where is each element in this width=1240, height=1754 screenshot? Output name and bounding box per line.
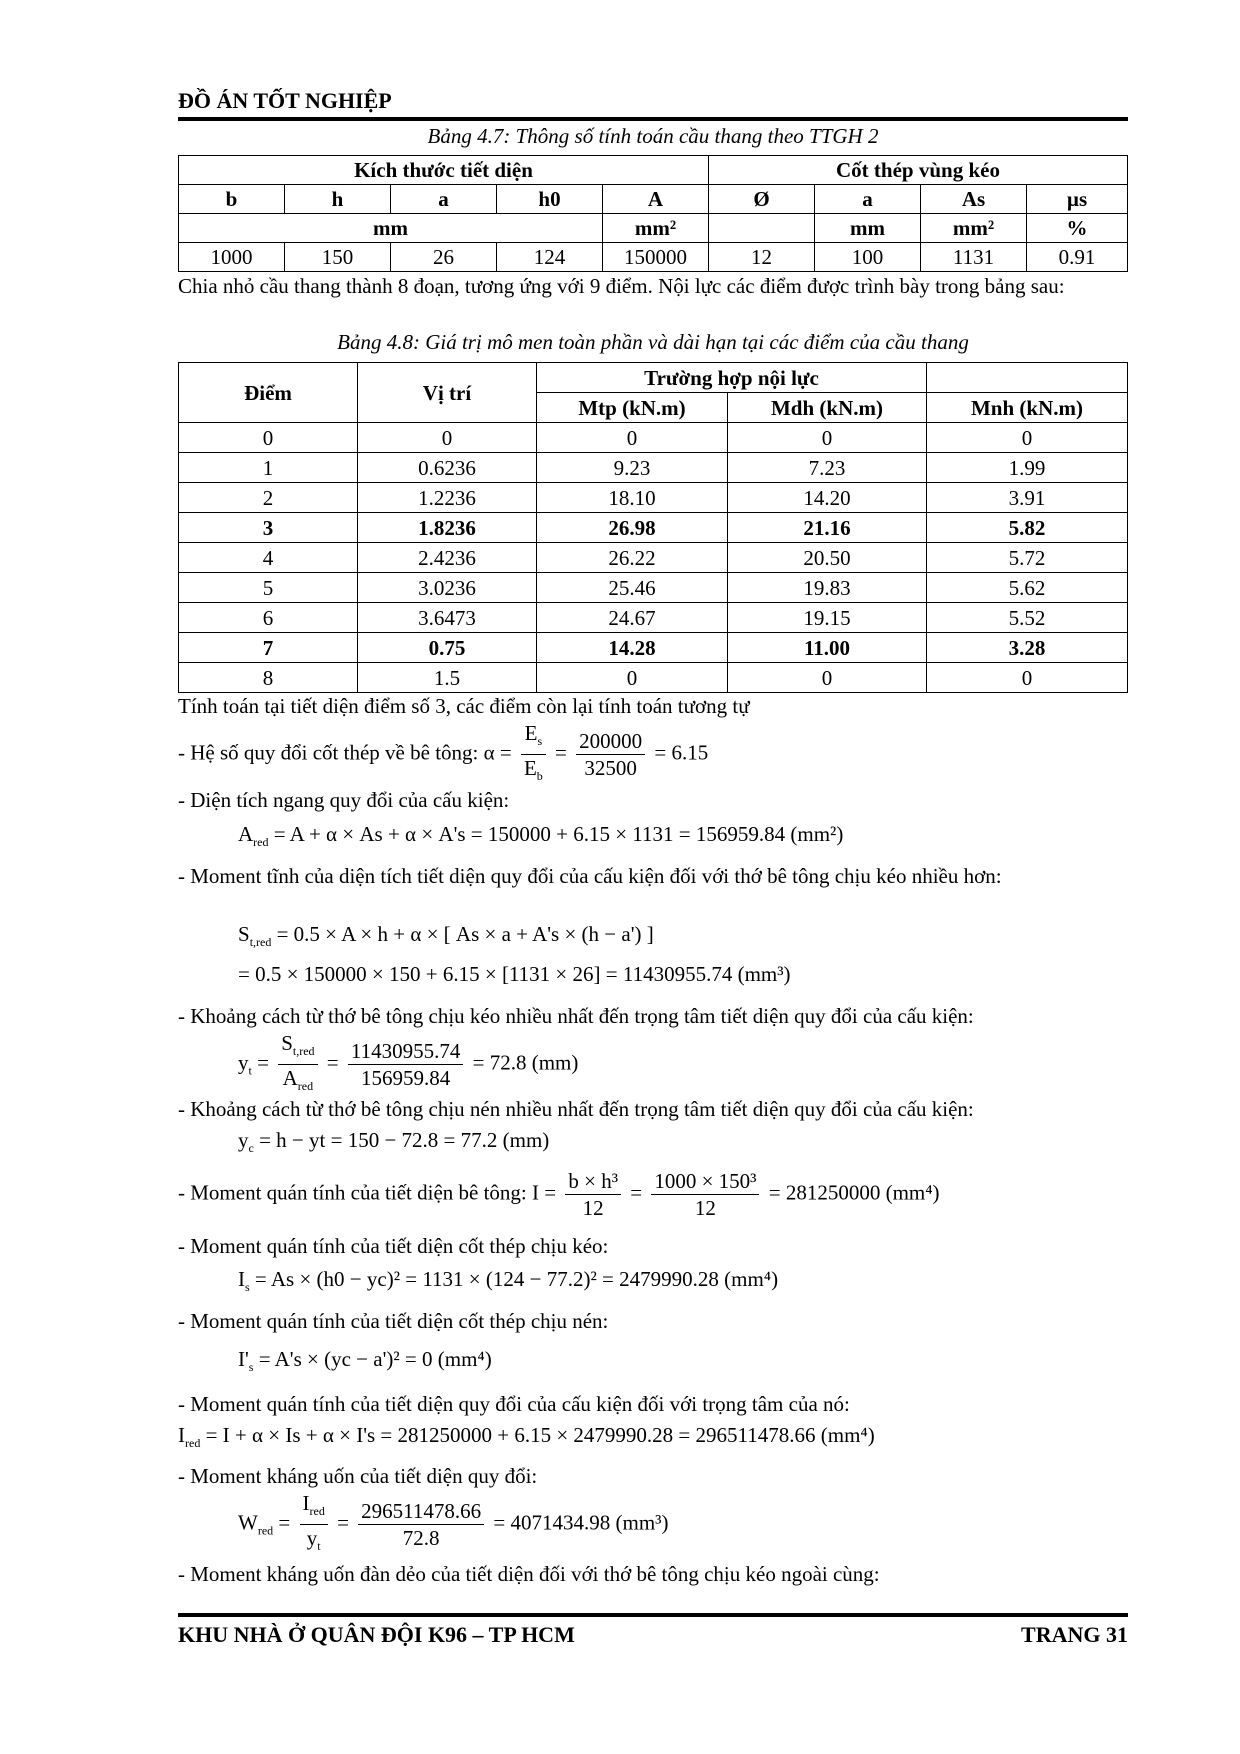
- document-header-title: ĐỒ ÁN TỐT NGHIỆP: [178, 88, 392, 113]
- t48-cell: 14.28: [537, 633, 728, 663]
- t47-value: 124: [497, 243, 603, 272]
- t48-cell: 26.22: [537, 543, 728, 573]
- wred-label: - Moment kháng uốn của tiết diện quy đổi:: [178, 1464, 538, 1488]
- eq-is2: $I'_s = A's \times (yc - a')^2 = 0$ (mm⁴): [238, 1347, 492, 1375]
- t48-cell: 0: [358, 423, 537, 453]
- eq-is: $I_s = As \times (h0 - yc)^2 = 1131 \times (124 - 77.2)^2 = 2479990.28$ (mm⁴): [238, 1267, 779, 1295]
- t47-group-rebar: Cốt thép vùng kéo: [709, 156, 1128, 185]
- eq-wred: $W_{red}$ = $\frac{I_{red}}{y_t}$ = $\frac{296511478.66}{72.8}$ = 4071434.98 (mm³): [238, 1490, 668, 1559]
- t48-cell: 21.16: [728, 513, 927, 543]
- t48-cell: 0.75: [358, 633, 537, 663]
- i-label: - Moment quán tính của tiết diện bê tông:: [178, 1180, 527, 1205]
- t48-cell: 4: [179, 543, 358, 573]
- yt-frac-symbol: $\frac{S_{t,red}}{A_{red}}$: [278, 1030, 317, 1099]
- ired-eq: = I + α × Is + α × I's = 281250000 + 6.15 × 2479990.28 = 296511478.66 (mm⁴): [205, 1423, 875, 1447]
- wred-value: = 4071434.98 (mm³): [493, 1510, 669, 1535]
- t48-cell: 26.98: [537, 513, 728, 543]
- eq-yt: $y_t$ = $\frac{S_{t,red}}{A_{red}}$ = $\frac{11430955.74}{156959.84}$ = 72.8 (mm): [238, 1030, 578, 1099]
- t47-col-h0: h0: [497, 185, 603, 214]
- table-4-8: [178, 362, 1128, 693]
- alpha-value: = 6.15: [654, 740, 709, 765]
- t48-cell: 24.67: [537, 603, 728, 633]
- t48-header-position: Vị trí: [358, 363, 537, 423]
- t48-cell: 0: [179, 423, 358, 453]
- t47-col-A: A: [603, 185, 709, 214]
- t48-cell: 3.0236: [358, 573, 537, 603]
- t48-cell: 19.83: [728, 573, 927, 603]
- sred-label: - Moment tĩnh của diện tích tiết diện quy đổi của cấu kiện đối với thớ bê tông chịu kéo nhiều hơn:: [178, 864, 1002, 888]
- t48-cell: 11.00: [728, 633, 927, 663]
- footer-project-name: KHU NHÀ Ở QUÂN ĐỘI K96 – TP HCM: [178, 1622, 575, 1647]
- calc-intro: Tính toán tại tiết diện điểm số 3, các điểm còn lại tính toán tương tự: [178, 694, 750, 718]
- is-label: - Moment quán tính của tiết diện cốt thép chịu kéo:: [178, 1234, 609, 1258]
- t47-col-a2: a: [815, 185, 921, 214]
- t48-cell: 0: [728, 423, 927, 453]
- t48-cell: 5.82: [927, 513, 1128, 543]
- t48-cell: 1.2236: [358, 483, 537, 513]
- t47-group-section: Kích thước tiết diện: [179, 156, 709, 185]
- eq-sred-2: [238, 962, 791, 987]
- t48-cell: 3: [179, 513, 358, 543]
- t48-cell: 0: [537, 423, 728, 453]
- t48-header-case: Trường hợp nội lực: [537, 363, 927, 393]
- t47-col-diameter: Ø: [709, 185, 815, 214]
- t48-cell: 1: [179, 453, 358, 483]
- t48-cell: 5.52: [927, 603, 1128, 633]
- t47-col-As: As: [921, 185, 1027, 214]
- t48-cell: 1.8236: [358, 513, 537, 543]
- table-4-7: [178, 155, 1128, 272]
- t48-cell: 0.6236: [358, 453, 537, 483]
- t48-cell: 5.62: [927, 573, 1128, 603]
- i-frac-value: $\frac{\text{1000 × 150³}}{12}$: [651, 1168, 759, 1221]
- paragraph-intro: Chia nhỏ cầu thang thành 8 đoạn, tương ứng với 9 điểm. Nội lực các điểm được trình bày trong bảng sau:: [178, 274, 1065, 298]
- t48-header-mdh: Mdh (kN.m): [728, 393, 927, 423]
- is2-label: - Moment quán tính của tiết diện cốt thép chịu nén:: [178, 1309, 609, 1333]
- t47-value: 12: [709, 243, 815, 272]
- eq-yc: $y_c = h$ − yt = 150 − 72.8 = 77.2 (mm): [238, 1128, 550, 1156]
- eq-alpha: - Hệ số quy đổi cốt thép về bê tông: α = $\frac{E_s}{E_b}$ = $\frac{200000}{32500}$ = 6.15: [178, 720, 708, 789]
- t48-cell: 0: [728, 663, 927, 693]
- is2-eq: = A's × (yc − a')² = 0 (mm⁴): [258, 1347, 492, 1371]
- t48-cell: 2: [179, 483, 358, 513]
- alpha-label: - Hệ số quy đổi cốt thép về bê tông:: [178, 740, 479, 765]
- t47-col-h: h: [285, 185, 391, 214]
- t48-cell: 7: [179, 633, 358, 663]
- t48-cell: 5: [179, 573, 358, 603]
- t48-cell: 9.23: [537, 453, 728, 483]
- footer-rule: [178, 1613, 1128, 1617]
- t48-cell: 20.50: [728, 543, 927, 573]
- t47-value: 150: [285, 243, 391, 272]
- t47-col-mus: µs: [1027, 185, 1128, 214]
- eq-sred-1: $S_{t,red} = 0.5 \times A \times h + \alpha$ × [ As × a + A's × (h − a') ]: [238, 922, 654, 950]
- t48-cell: 3.91: [927, 483, 1128, 513]
- sred-eq2: = 0.5 × 150000 × 150 + 6.15 × [1131 × 26] = 11430955.74 (mm³): [238, 962, 791, 986]
- t48-header-mtp: Mtp (kN.m): [537, 393, 728, 423]
- t47-value: 1131: [921, 243, 1027, 272]
- wred-frac-symbol: $\frac{I_{red}}{y_t}$: [300, 1490, 328, 1559]
- yc-label: - Khoảng cách từ thớ bê tông chịu nén nhiều nhất đến trọng tâm tiết diện quy đổi của cấu kiện:: [178, 1097, 974, 1121]
- t48-cell: 1.5: [358, 663, 537, 693]
- i-frac-symbol: $\frac{\text{b × h³}}{12}$: [565, 1168, 621, 1221]
- t47-value: 1000: [179, 243, 285, 272]
- t48-cell: 18.10: [537, 483, 728, 513]
- eq-ared: $A_{red} = A + \alpha \times As + \alpha \times A's = 150000 + 6.15 \times 1131 = 156959.84$ (mm²): [238, 822, 844, 850]
- last-label: - Moment kháng uốn đàn dẻo của tiết diện đối với thớ bê tông chịu kéo ngoài cùng:: [178, 1562, 880, 1586]
- t47-unit-mm2: mm²: [603, 214, 709, 243]
- eq-ired: $I_{red} = I + \alpha \times Is + \alpha \times I's = 281250000 + 6.15 \times 2479990.28 = 296511478.66$ (mm⁴): [178, 1423, 875, 1451]
- alpha-frac-value: $\frac{200000}{32500}$: [576, 728, 645, 781]
- t48-cell: 8: [179, 663, 358, 693]
- ared-eq: = A + α × As + α × A's = 150000 + 6.15 × 1131 = 156959.84 (mm²): [273, 822, 844, 846]
- t47-value: 0.91: [1027, 243, 1128, 272]
- t48-cell: 6: [179, 603, 358, 633]
- yt-label: - Khoảng cách từ thớ bê tông chịu kéo nhiều nhất đến trọng tâm tiết diện quy đổi của cấu kiện:: [178, 1004, 974, 1028]
- i-value: = 281250000 (mm⁴): [768, 1180, 940, 1205]
- t48-cell: 3.6473: [358, 603, 537, 633]
- t48-cell: 0: [927, 423, 1128, 453]
- t47-unit-empty: [709, 214, 815, 243]
- ired-label: - Moment quán tính của tiết diện quy đổi của cấu kiện đối với trọng tâm của nó:: [178, 1392, 850, 1416]
- t48-header-point: Điểm: [179, 363, 358, 423]
- is-eq: = As × (h0 − yc)² = 1131 × (124 − 77.2)² = 2479990.28 (mm⁴): [254, 1267, 779, 1291]
- yt-frac-value: $\frac{11430955.74}{156959.84}$: [348, 1038, 463, 1091]
- t47-col-b: b: [179, 185, 285, 214]
- t47-col-a: a: [391, 185, 497, 214]
- t48-cell: 5.72: [927, 543, 1128, 573]
- t48-cell: 0: [537, 663, 728, 693]
- t48-cell: 7.23: [728, 453, 927, 483]
- t48-cell: 3.28: [927, 633, 1128, 663]
- t47-value: 100: [815, 243, 921, 272]
- t47-unit-pct: %: [1027, 214, 1128, 243]
- t48-header-mnh: Mnh (kN.m): [927, 393, 1128, 423]
- t48-cell: 19.15: [728, 603, 927, 633]
- t48-cell: 14.20: [728, 483, 927, 513]
- t48-cell: 1.99: [927, 453, 1128, 483]
- table-4-8-caption: Bảng 4.8: Giá trị mô men toàn phần và dài hạn tại các điểm của cầu thang: [337, 330, 969, 354]
- table-4-7-caption: Bảng 4.7: Thông số tính toán cầu thang theo TTGH 2: [427, 124, 879, 148]
- t48-cell: 2.4236: [358, 543, 537, 573]
- yt-value: = 72.8 (mm): [472, 1050, 579, 1075]
- t47-unit-mm-b: mm: [815, 214, 921, 243]
- t48-cell: 25.46: [537, 573, 728, 603]
- ared-label: - Diện tích ngang quy đổi của cấu kiện:: [178, 788, 510, 812]
- sred-eq1: = 0.5 × A × h + α × [ As × a + A's × (h − a') ]: [276, 922, 654, 946]
- footer-page-number: TRANG 31: [1021, 1622, 1128, 1647]
- header-rule: [178, 117, 1128, 121]
- wred-frac-value: $\frac{296511478.66}{72.8}$: [358, 1498, 484, 1551]
- alpha-frac-symbol: $\frac{E_s}{E_b}$: [521, 720, 546, 789]
- t48-header-empty: [927, 363, 1128, 393]
- t47-unit-mm: mm: [179, 214, 603, 243]
- eq-i: - Moment quán tính của tiết diện bê tông: I = $\frac{\text{b × h³}}{12}$ = $\frac{\text{1000 × 150³}}{12}$ = 281250000 (mm⁴): [178, 1169, 940, 1220]
- t47-unit-mm2-b: mm²: [921, 214, 1027, 243]
- t48-cell: 0: [927, 663, 1128, 693]
- t47-value: 26: [391, 243, 497, 272]
- yc-eq: = h − yt = 150 − 72.8 = 77.2 (mm): [259, 1128, 550, 1152]
- t47-value: 150000: [603, 243, 709, 272]
